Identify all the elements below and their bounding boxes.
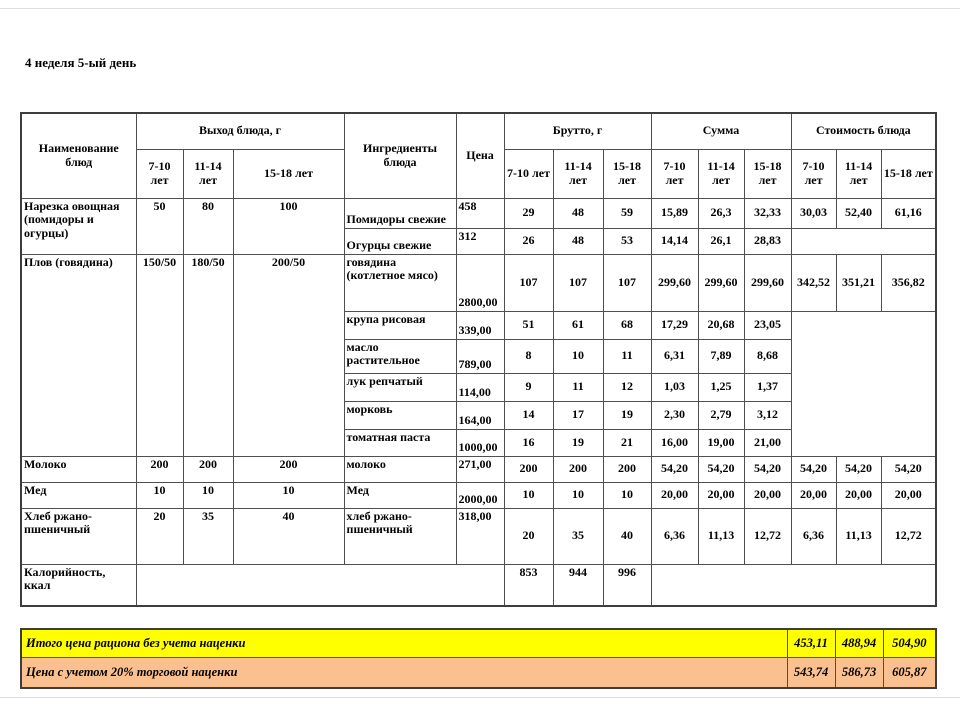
sum-cell: 20,00 xyxy=(651,482,698,508)
totals-table xyxy=(20,628,937,689)
ingredient-cell: говядина (котлетное мясо) xyxy=(344,254,456,311)
brutto-cell: 14 xyxy=(504,401,553,429)
price-cell: 164,00 xyxy=(456,401,504,429)
dish-name-cell: Нарезка овощная (помидоры и огурцы) xyxy=(21,198,136,254)
sum-cell: 16,00 xyxy=(651,429,698,456)
cost-cell: 356,82 xyxy=(881,254,936,311)
totals-value-11-14: 488,94 xyxy=(835,629,883,657)
header-output: Выход блюда, г xyxy=(136,113,344,149)
ingredient-cell: хлеб ржано-пшеничный xyxy=(344,508,456,564)
sum-cell: 21,00 xyxy=(744,429,791,456)
output-cell: 200 xyxy=(183,456,233,482)
ingredient-cell: томатная паста xyxy=(344,429,456,456)
calories-value-cell: 944 xyxy=(553,564,603,606)
brutto-cell: 51 xyxy=(504,311,553,339)
brutto-cell: 48 xyxy=(553,228,603,254)
brutto-cell: 8 xyxy=(504,339,553,373)
price-cell: 458 xyxy=(456,198,504,228)
cost-cell: 54,20 xyxy=(791,456,836,482)
brutto-cell: 29 xyxy=(504,198,553,228)
sum-cell: 6,31 xyxy=(651,339,698,373)
header-ingredients: Ингредиенты блюда xyxy=(344,113,456,198)
totals-row-with-markup xyxy=(21,657,936,688)
output-cell: 200/50 xyxy=(233,254,344,456)
brutto-cell: 40 xyxy=(603,508,651,564)
ingredient-cell: Огурцы свежие xyxy=(344,228,456,254)
brutto-cell: 107 xyxy=(553,254,603,311)
sum-cell: 3,12 xyxy=(744,401,791,429)
brutto-cell: 200 xyxy=(603,456,651,482)
sum-cell: 14,14 xyxy=(651,228,698,254)
totals-label: Цена с учетом 20% торговой наценки xyxy=(21,657,787,688)
sum-cell: 28,83 xyxy=(744,228,791,254)
calories-value-cell: 853 xyxy=(504,564,553,606)
cost-cell: 20,00 xyxy=(836,482,881,508)
output-cell: 50 xyxy=(136,198,183,254)
header-output-age-7-10: 7-10 лет xyxy=(136,149,183,198)
calories-label-cell: Калорийность, ккал xyxy=(21,564,136,606)
header-brutto-age-11-14: 11-14 лет xyxy=(553,149,603,198)
sum-cell: 299,60 xyxy=(651,254,698,311)
output-cell: 35 xyxy=(183,508,233,564)
totals-value-15-18: 504,90 xyxy=(883,629,936,657)
cost-cell: 61,16 xyxy=(881,198,936,228)
brutto-cell: 53 xyxy=(603,228,651,254)
brutto-cell: 9 xyxy=(504,373,553,401)
sum-cell: 54,20 xyxy=(744,456,791,482)
brutto-cell: 48 xyxy=(553,198,603,228)
ingredient-cell: лук репчатый xyxy=(344,373,456,401)
table-row-bread xyxy=(21,508,936,564)
empty-cell xyxy=(651,564,936,606)
ingredient-cell: масло растительное xyxy=(344,339,456,373)
output-cell: 150/50 xyxy=(136,254,183,456)
price-cell: 114,00 xyxy=(456,373,504,401)
output-cell: 10 xyxy=(233,482,344,508)
header-cost-age-11-14: 11-14 лет xyxy=(836,149,881,198)
output-cell: 10 xyxy=(183,482,233,508)
sum-cell: 299,60 xyxy=(698,254,744,311)
sum-cell: 7,89 xyxy=(698,339,744,373)
sum-cell: 15,89 xyxy=(651,198,698,228)
sum-cell: 12,72 xyxy=(744,508,791,564)
cost-cell: 12,72 xyxy=(881,508,936,564)
brutto-cell: 59 xyxy=(603,198,651,228)
output-cell: 40 xyxy=(233,508,344,564)
brutto-cell: 11 xyxy=(553,373,603,401)
sum-cell: 54,20 xyxy=(698,456,744,482)
sum-cell: 20,00 xyxy=(744,482,791,508)
page-bottom-edge xyxy=(0,697,960,698)
brutto-cell: 107 xyxy=(603,254,651,311)
dish-name-cell: Плов (говядина) xyxy=(21,254,136,456)
cost-cell: 6,36 xyxy=(791,508,836,564)
brutto-cell: 200 xyxy=(553,456,603,482)
sum-cell: 1,37 xyxy=(744,373,791,401)
cost-cell: 30,03 xyxy=(791,198,836,228)
header-brutto-age-7-10: 7-10 лет xyxy=(504,149,553,198)
output-cell: 200 xyxy=(136,456,183,482)
totals-value-7-10: 543,74 xyxy=(787,657,835,688)
price-cell: 318,00 xyxy=(456,508,504,564)
output-cell: 100 xyxy=(233,198,344,254)
ingredient-cell: молоко xyxy=(344,456,456,482)
header-brutto: Брутто, г xyxy=(504,113,651,149)
header-cost: Стоимость блюда xyxy=(791,113,936,149)
brutto-cell: 10 xyxy=(504,482,553,508)
sum-cell: 20,00 xyxy=(698,482,744,508)
price-cell: 271,00 xyxy=(456,456,504,482)
sum-cell: 11,13 xyxy=(698,508,744,564)
cost-cell: 52,40 xyxy=(836,198,881,228)
sum-cell: 19,00 xyxy=(698,429,744,456)
price-cell: 789,00 xyxy=(456,339,504,373)
calories-value-cell: 996 xyxy=(603,564,651,606)
header-dish-name: Наименование блюд xyxy=(21,113,136,198)
brutto-cell: 68 xyxy=(603,311,651,339)
ingredient-cell: крупа рисовая xyxy=(344,311,456,339)
empty-cell xyxy=(136,564,504,606)
sum-cell: 54,20 xyxy=(651,456,698,482)
sum-cell: 1,25 xyxy=(698,373,744,401)
page-top-edge xyxy=(0,8,960,9)
table-row-milk xyxy=(21,456,936,482)
ingredient-cell: Помидоры свежие xyxy=(344,198,456,228)
header-output-age-15-18: 15-18 лет xyxy=(233,149,344,198)
cost-cell: 11,13 xyxy=(836,508,881,564)
table-row-salad-tomato xyxy=(21,198,936,228)
header-sum-age-7-10: 7-10 лет xyxy=(651,149,698,198)
totals-value-11-14: 586,73 xyxy=(835,657,883,688)
brutto-cell: 107 xyxy=(504,254,553,311)
output-cell: 10 xyxy=(136,482,183,508)
cost-cell: 54,20 xyxy=(881,456,936,482)
output-cell: 20 xyxy=(136,508,183,564)
header-price: Цена xyxy=(456,113,504,198)
dish-name-cell: Мед xyxy=(21,482,136,508)
menu-cost-table xyxy=(20,112,937,607)
output-cell: 180/50 xyxy=(183,254,233,456)
price-cell: 1000,00 xyxy=(456,429,504,456)
sum-cell: 23,05 xyxy=(744,311,791,339)
totals-value-15-18: 605,87 xyxy=(883,657,936,688)
header-cost-age-15-18: 15-18 лет xyxy=(881,149,936,198)
sum-cell: 1,03 xyxy=(651,373,698,401)
table-row-calories xyxy=(21,564,936,606)
header-sum: Сумма xyxy=(651,113,791,149)
header-cost-age-7-10: 7-10 лет xyxy=(791,149,836,198)
brutto-cell: 10 xyxy=(603,482,651,508)
brutto-cell: 61 xyxy=(553,311,603,339)
cost-cell: 20,00 xyxy=(881,482,936,508)
brutto-cell: 35 xyxy=(553,508,603,564)
table-row-honey xyxy=(21,482,936,508)
empty-cost-cell xyxy=(791,228,936,254)
sum-cell: 32,33 xyxy=(744,198,791,228)
cost-cell: 342,52 xyxy=(791,254,836,311)
brutto-cell: 19 xyxy=(603,401,651,429)
dish-name-cell: Молоко xyxy=(21,456,136,482)
brutto-cell: 17 xyxy=(553,401,603,429)
ingredient-cell: Мед xyxy=(344,482,456,508)
brutto-cell: 19 xyxy=(553,429,603,456)
output-cell: 200 xyxy=(233,456,344,482)
brutto-cell: 21 xyxy=(603,429,651,456)
price-cell: 2000,00 xyxy=(456,482,504,508)
cost-cell: 351,21 xyxy=(836,254,881,311)
page-title: 4 неделя 5-ый день xyxy=(25,55,137,70)
sum-cell: 2,30 xyxy=(651,401,698,429)
sum-cell: 20,68 xyxy=(698,311,744,339)
brutto-cell: 26 xyxy=(504,228,553,254)
sum-cell: 17,29 xyxy=(651,311,698,339)
header-sum-age-11-14: 11-14 лет xyxy=(698,149,744,198)
brutto-cell: 16 xyxy=(504,429,553,456)
header-sum-age-15-18: 15-18 лет xyxy=(744,149,791,198)
dish-name-cell: Хлеб ржано-пшеничный xyxy=(21,508,136,564)
brutto-cell: 10 xyxy=(553,482,603,508)
ingredient-cell: морковь xyxy=(344,401,456,429)
totals-label: Итого цена рациона без учета наценки xyxy=(21,629,787,657)
price-cell: 339,00 xyxy=(456,311,504,339)
cost-cell: 20,00 xyxy=(791,482,836,508)
header-row-groups xyxy=(21,113,936,149)
empty-cost-cell xyxy=(791,311,936,456)
sum-cell: 2,79 xyxy=(698,401,744,429)
sum-cell: 26,1 xyxy=(698,228,744,254)
price-cell: 2800,00 xyxy=(456,254,504,311)
totals-value-7-10: 453,11 xyxy=(787,629,835,657)
brutto-cell: 10 xyxy=(553,339,603,373)
table-row-plov-beef xyxy=(21,254,936,311)
sum-cell: 26,3 xyxy=(698,198,744,228)
header-output-age-11-14: 11-14 лет xyxy=(183,149,233,198)
sum-cell: 6,36 xyxy=(651,508,698,564)
brutto-cell: 200 xyxy=(504,456,553,482)
brutto-cell: 11 xyxy=(603,339,651,373)
cost-cell: 54,20 xyxy=(836,456,881,482)
totals-row-no-markup xyxy=(21,629,936,657)
sum-cell: 299,60 xyxy=(744,254,791,311)
price-cell: 312 xyxy=(456,228,504,254)
header-brutto-age-15-18: 15-18 лет xyxy=(603,149,651,198)
brutto-cell: 20 xyxy=(504,508,553,564)
brutto-cell: 12 xyxy=(603,373,651,401)
output-cell: 80 xyxy=(183,198,233,254)
sum-cell: 8,68 xyxy=(744,339,791,373)
